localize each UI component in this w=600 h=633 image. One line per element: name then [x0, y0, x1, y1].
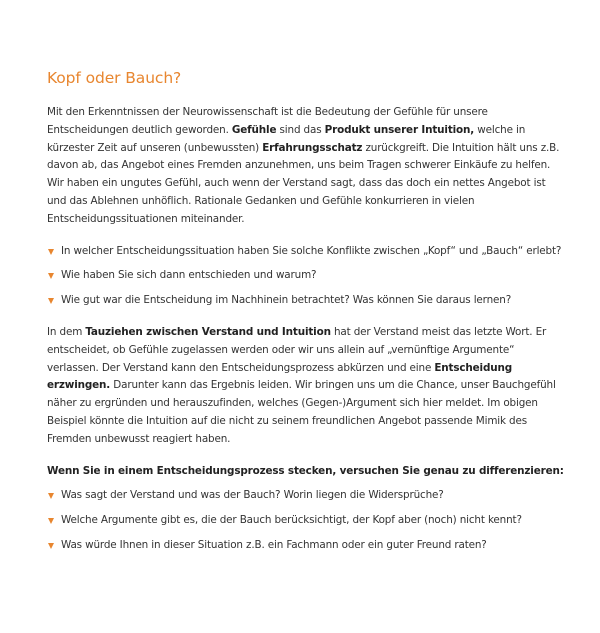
- text-run: zurückgreift. Die Intuition hält uns z.B. davon ab, das Angebot eines Fremden anzunehmen, uns beim Tragen schwerer Einkäufe zu helfen. Wir haben ein ungutes Gefühl, auch wenn der Verstand sagt, dass das doch ein nettes Angebot ist und das Ablehnen unhöflich. Rationale Gedanken und Gefühle konkurrieren in vielen Entscheidungssituationen miteinander.: [47, 141, 560, 225]
- bold-text: Erfahrungsschatz: [262, 141, 363, 154]
- text-run: hat der Verstand meist das letzte Wort. Er entscheidet, ob Gefühle zugelassen werden oder wir uns allein auf „vernünftige Argumente“ verlassen. Der Verstand kann den Entscheidungsprozess abkürzen und eine: [47, 325, 547, 374]
- bold-text: Tauziehen zwischen Verstand und Intuition: [85, 325, 331, 338]
- triangle-bullet-icon: [48, 518, 54, 524]
- bold-text: Gefühle: [231, 123, 277, 136]
- list-item: Welche Argumente gibt es, die der Bauch berücksichtigt, der Kopf aber (noch) nicht kennt?: [47, 512, 567, 530]
- list-item: In welcher Entscheidungssituation haben Sie solche Konflikte zwischen „Kopf“ und „Bauch“ erlebt?: [47, 243, 567, 261]
- text-run: welche in kürzester Zeit auf unseren (unbewussten): [47, 123, 526, 154]
- list-item: Wie haben Sie sich dann entschieden und warum?: [47, 267, 567, 285]
- question-list-2: [47, 487, 567, 554]
- text-run: sind das: [276, 123, 325, 136]
- question-list-1: [47, 243, 567, 310]
- body-paragraph: [47, 324, 567, 449]
- list-item: Was sagt der Verstand und was der Bauch? Worin liegen die Widersprüche?: [47, 487, 567, 505]
- triangle-bullet-icon: [48, 493, 54, 499]
- bold-text: Entscheidung erzwingen.: [47, 361, 513, 392]
- intro-paragraph: [47, 104, 567, 229]
- section-heading: Wenn Sie in einem Entscheidungsprozess stecken, versuchen Sie genau zu differenzieren:: [47, 464, 564, 477]
- triangle-bullet-icon: [48, 249, 54, 255]
- text-run: In dem: [47, 325, 86, 338]
- list-item: Was würde Ihnen in dieser Situation z.B. ein Fachmann oder ein guter Freund raten?: [47, 537, 567, 555]
- text-run: Darunter kann das Ergebnis leiden. Wir bringen uns um die Chance, unser Bauchgefühl näher zu ergründen und herauszufinden, welches (Gegen-)Argument sich hier meldet. Im obigen Beispiel könnte die Intuition auf die nicht zu seinem freundlichen Angebot passende Mimik des Fremden unbewusst reagiert haben.: [47, 379, 556, 445]
- triangle-bullet-icon: [48, 298, 54, 304]
- list-item: Wie gut war die Entscheidung im Nachhinein betrachtet? Was können Sie daraus lernen?: [47, 292, 567, 310]
- triangle-bullet-icon: [48, 273, 54, 279]
- bold-text: Produkt unserer Intuition,: [324, 123, 475, 136]
- page-title: Kopf oder Bauch?: [47, 69, 182, 87]
- text-run: Mit den Erkenntnissen der Neurowissenschaft ist die Bedeutung der Gefühle für unsere Entscheidungen deutlich geworden.: [47, 106, 488, 136]
- content: [47, 104, 567, 555]
- triangle-bullet-icon: [48, 543, 54, 549]
